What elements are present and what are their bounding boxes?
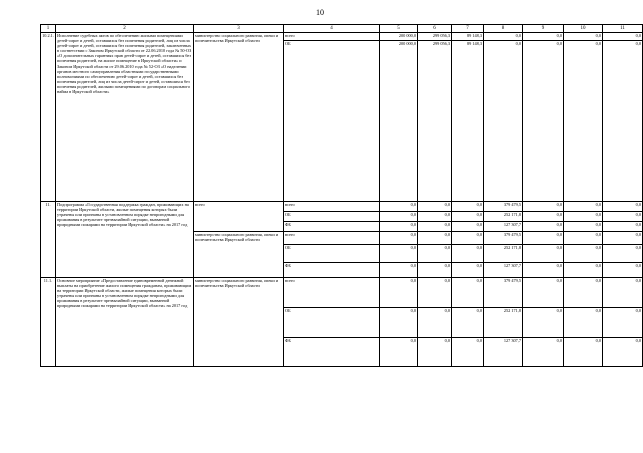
amount-cell: 0,0 xyxy=(380,212,418,222)
amount-cell: 0,0 xyxy=(418,212,452,222)
amount-cell: 299 056,3 xyxy=(418,41,452,202)
column-number: 8 xyxy=(484,25,523,33)
funding-source: ОБ xyxy=(284,245,380,263)
amount-cell: 0,0 xyxy=(603,245,643,263)
amount-cell: 0,0 xyxy=(603,278,643,308)
item-executor: министерство социального развития, опеки и попечительства Иркутской области xyxy=(194,33,284,202)
amount-cell: 0,0 xyxy=(564,278,603,308)
amount-cell: 0,0 xyxy=(564,33,603,41)
amount-cell: 0,0 xyxy=(380,202,418,212)
amount-cell: 0,0 xyxy=(564,232,603,245)
amount-cell: 0,0 xyxy=(452,245,484,263)
amount-cell: 0,0 xyxy=(603,232,643,245)
amount-cell: 0,0 xyxy=(523,263,564,278)
amount-cell: 0,0 xyxy=(523,232,564,245)
amount-cell: 0,0 xyxy=(452,232,484,245)
amount-cell: 0,0 xyxy=(418,278,452,308)
funding-source: ОБ xyxy=(284,41,380,202)
amount-cell: 0,0 xyxy=(564,212,603,222)
item-code: 11. xyxy=(41,202,56,278)
column-number: 5 xyxy=(380,25,418,33)
amount-cell: 0,0 xyxy=(603,263,643,278)
amount-cell: 0,0 xyxy=(523,41,564,202)
funding-source: всего xyxy=(284,232,380,245)
amount-cell: 200 000,0 xyxy=(380,41,418,202)
amount-cell: 299 056,3 xyxy=(418,33,452,41)
amount-cell: 0,0 xyxy=(564,338,603,367)
table-row xyxy=(41,278,643,308)
budget-table xyxy=(40,24,643,367)
amount-cell: 0,0 xyxy=(380,222,418,232)
column-number-row xyxy=(41,25,643,33)
column-number: 9 xyxy=(523,25,564,33)
amount-cell: 0,0 xyxy=(603,338,643,367)
column-number: 7 xyxy=(452,25,484,33)
column-number: 3 xyxy=(194,25,284,33)
column-number: 4 xyxy=(284,25,380,33)
amount-cell: 0,0 xyxy=(603,33,643,41)
funding-source: ФБ xyxy=(284,222,380,232)
funding-source: ОБ xyxy=(284,212,380,222)
amount-cell: 0,0 xyxy=(564,202,603,212)
funding-source: всего xyxy=(284,202,380,212)
item-executor: министерство социального развития, опеки и попечительства Иркутской области xyxy=(194,278,284,367)
item-name: Подпрограмма «Государственная поддержка граждан, проживающих на территории Иркутской области, жилые помещения которых были утрачены или признаны в установленном порядке непригодными для проживания в результате чрезвычайной ситуации, вызванной природными пожарами на территории Иркутской области» на 2017 год xyxy=(56,202,194,278)
amount-cell: 379 479,5 xyxy=(484,232,523,245)
amount-cell: 0,0 xyxy=(564,308,603,338)
amount-cell: 0,0 xyxy=(523,278,564,308)
amount-cell: 0,0 xyxy=(452,263,484,278)
amount-cell: 89 148,3 xyxy=(452,41,484,202)
funding-source: ФБ xyxy=(284,338,380,367)
amount-cell: 0,0 xyxy=(564,245,603,263)
amount-cell: 0,0 xyxy=(603,202,643,212)
amount-cell: 0,0 xyxy=(452,278,484,308)
amount-cell: 0,0 xyxy=(418,308,452,338)
amount-cell: 0,0 xyxy=(452,202,484,212)
amount-cell: 0,0 xyxy=(484,33,523,41)
column-number: 1 xyxy=(41,25,56,33)
column-number: 6 xyxy=(418,25,452,33)
amount-cell: 0,0 xyxy=(452,308,484,338)
item-code: 11.1. xyxy=(41,278,56,367)
amount-cell: 0,0 xyxy=(380,263,418,278)
amount-cell: 0,0 xyxy=(418,202,452,212)
amount-cell: 0,0 xyxy=(564,41,603,202)
amount-cell: 0,0 xyxy=(380,338,418,367)
amount-cell: 252 171,8 xyxy=(484,212,523,222)
item-code: 10.2.1. xyxy=(41,33,56,202)
amount-cell: 0,0 xyxy=(603,41,643,202)
amount-cell: 0,0 xyxy=(523,308,564,338)
column-number: 11 xyxy=(603,25,643,33)
amount-cell: 0,0 xyxy=(380,245,418,263)
table-row xyxy=(41,202,643,212)
amount-cell: 0,0 xyxy=(418,232,452,245)
item-name: Основное мероприятие «Предоставление единовременной денежной выплаты на приобретение жилого помещения гражданам, проживающим на территории Иркутской области, жилые помещения которых были утрачены или признаны в установленном порядке непригодными для проживания в результате чрезвычайной ситуации, вызванной природными пожарами на территории Иркутской области» на 2017 год xyxy=(56,278,194,367)
amount-cell: 0,0 xyxy=(452,338,484,367)
amount-cell: 0,0 xyxy=(418,222,452,232)
amount-cell: 0,0 xyxy=(418,338,452,367)
amount-cell: 0,0 xyxy=(564,222,603,232)
amount-cell: 0,0 xyxy=(380,308,418,338)
funding-source: всего xyxy=(284,33,380,41)
amount-cell: 252 171,8 xyxy=(484,245,523,263)
item-name: Исполнение судебных актов по обеспечению жилыми помещениями детей-сирот и детей, оставшихся без попечения родителей, лиц из числа детей-сирот и детей, оставшихся без попечения родителей, заключенных в соответствии с Законом Иркутской области от 22.06.2010 года № 50-ОЗ «О дополнительных гарантиях прав детей-сирот и детей, оставшихся без попечения родителей, на жилое помещение в Иркутской области» и Законом Иркутской области от 29.06.2010 года № 52-ОЗ «О наделении органов местного самоуправления областными государственными полномочиями по обеспечению детей-сирот и детей, оставшихся без попечения родителей, лиц из числа детей-сирот и детей, оставшихся без попечения родителей, жилыми помещениями по договорам социального найма в Иркутской области» xyxy=(56,33,194,202)
amount-cell: 0,0 xyxy=(452,222,484,232)
amount-cell: 0,0 xyxy=(418,263,452,278)
amount-cell: 0,0 xyxy=(523,338,564,367)
amount-cell: 0,0 xyxy=(523,202,564,212)
table-row xyxy=(41,33,643,41)
amount-cell: 127 307,7 xyxy=(484,222,523,232)
item-executor: всего xyxy=(194,202,284,232)
funding-source: ФБ xyxy=(284,263,380,278)
amount-cell: 127 307,7 xyxy=(484,338,523,367)
amount-cell: 0,0 xyxy=(523,245,564,263)
amount-cell: 0,0 xyxy=(523,222,564,232)
amount-cell: 0,0 xyxy=(452,212,484,222)
amount-cell: 379 479,5 xyxy=(484,202,523,212)
amount-cell: 127 307,7 xyxy=(484,263,523,278)
amount-cell: 200 000,0 xyxy=(380,33,418,41)
amount-cell: 0,0 xyxy=(603,308,643,338)
amount-cell: 0,0 xyxy=(603,212,643,222)
amount-cell: 0,0 xyxy=(418,245,452,263)
column-number: 2 xyxy=(56,25,194,33)
amount-cell: 0,0 xyxy=(523,212,564,222)
funding-source: всего xyxy=(284,278,380,308)
amount-cell: 252 171,8 xyxy=(484,308,523,338)
amount-cell: 0,0 xyxy=(564,263,603,278)
amount-cell: 0,0 xyxy=(380,278,418,308)
amount-cell: 0,0 xyxy=(603,222,643,232)
amount-cell: 89 148,3 xyxy=(452,33,484,41)
amount-cell: 0,0 xyxy=(484,41,523,202)
amount-cell: 379 479,5 xyxy=(484,278,523,308)
amount-cell: 0,0 xyxy=(380,232,418,245)
page-number: 10 xyxy=(316,8,324,17)
amount-cell: 0,0 xyxy=(523,33,564,41)
item-executor: министерство социального развития, опеки и попечительства Иркутской области xyxy=(194,232,284,278)
funding-source: ОБ xyxy=(284,308,380,338)
column-number: 10 xyxy=(564,25,603,33)
